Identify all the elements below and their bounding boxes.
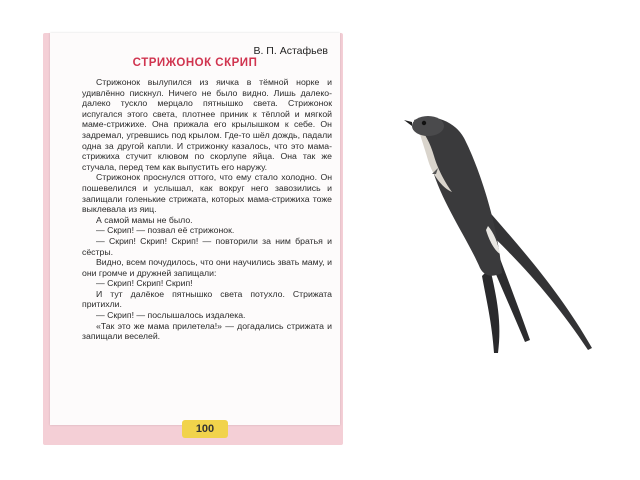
book-page bbox=[50, 33, 340, 425]
paragraph: И тут далёкое пятнышко света потухло. Стрижата притихли. bbox=[82, 288, 332, 310]
tail bbox=[482, 268, 499, 353]
paragraph: Видно, всем почудилось, что они научились звать маму, и они громче и дружней запищали: bbox=[82, 257, 332, 278]
swift-bird-icon bbox=[402, 108, 602, 368]
page-number: 100 bbox=[182, 420, 228, 438]
bird-head bbox=[412, 116, 444, 136]
author-name: В. П. Астафьев bbox=[253, 45, 328, 57]
story-text bbox=[82, 77, 332, 342]
bird-beak bbox=[404, 120, 412, 126]
paragraph: «Так это же мама прилетела!» — догадались стрижата и запищали веселей. bbox=[82, 320, 332, 342]
paragraph: — Скрип! — позвал её стрижонок. bbox=[96, 225, 235, 236]
paragraph: Стрижонок вылупился из яичка в тёмной норке и удивлённо пискнул. Ничего не было видно. Лишь далеко-далеко тускло мерцало пятнышко света. Стрижонок испугался этого света, плотнее приник к тёплой и мягкой маме-стрижихе. Она прижала его крылышком к себе. Он задремал, угревшись под крылом. Где-то шёл дождь, падали одна за другой капли. И стрижонку казалось, что это мама-стрижиха стучит клювом по скорлупе яйца. Она так же стучала, перед тем как выпустить его наружу. bbox=[82, 77, 332, 172]
story-title: СТРИЖОНОК СКРИП bbox=[132, 57, 258, 69]
paragraph: — Скрип! — послышалось издалека. bbox=[96, 310, 246, 321]
paragraph: — Скрип! Скрип! Скрип! bbox=[96, 278, 193, 289]
paragraph: Стрижонок проснулся оттого, что ему стало холодно. Он пошевелился и услышал, как вокруг него завозились и запищали голенькие стрижата, которых мама-стрижиха тоже выклевала из яиц. bbox=[82, 172, 332, 215]
paragraph: — Скрип! Скрип! Скрип! — повторили за ним братья и сёстры. bbox=[82, 235, 332, 257]
bird-eye bbox=[422, 121, 426, 125]
paragraph: А самой мамы не было. bbox=[96, 214, 193, 225]
